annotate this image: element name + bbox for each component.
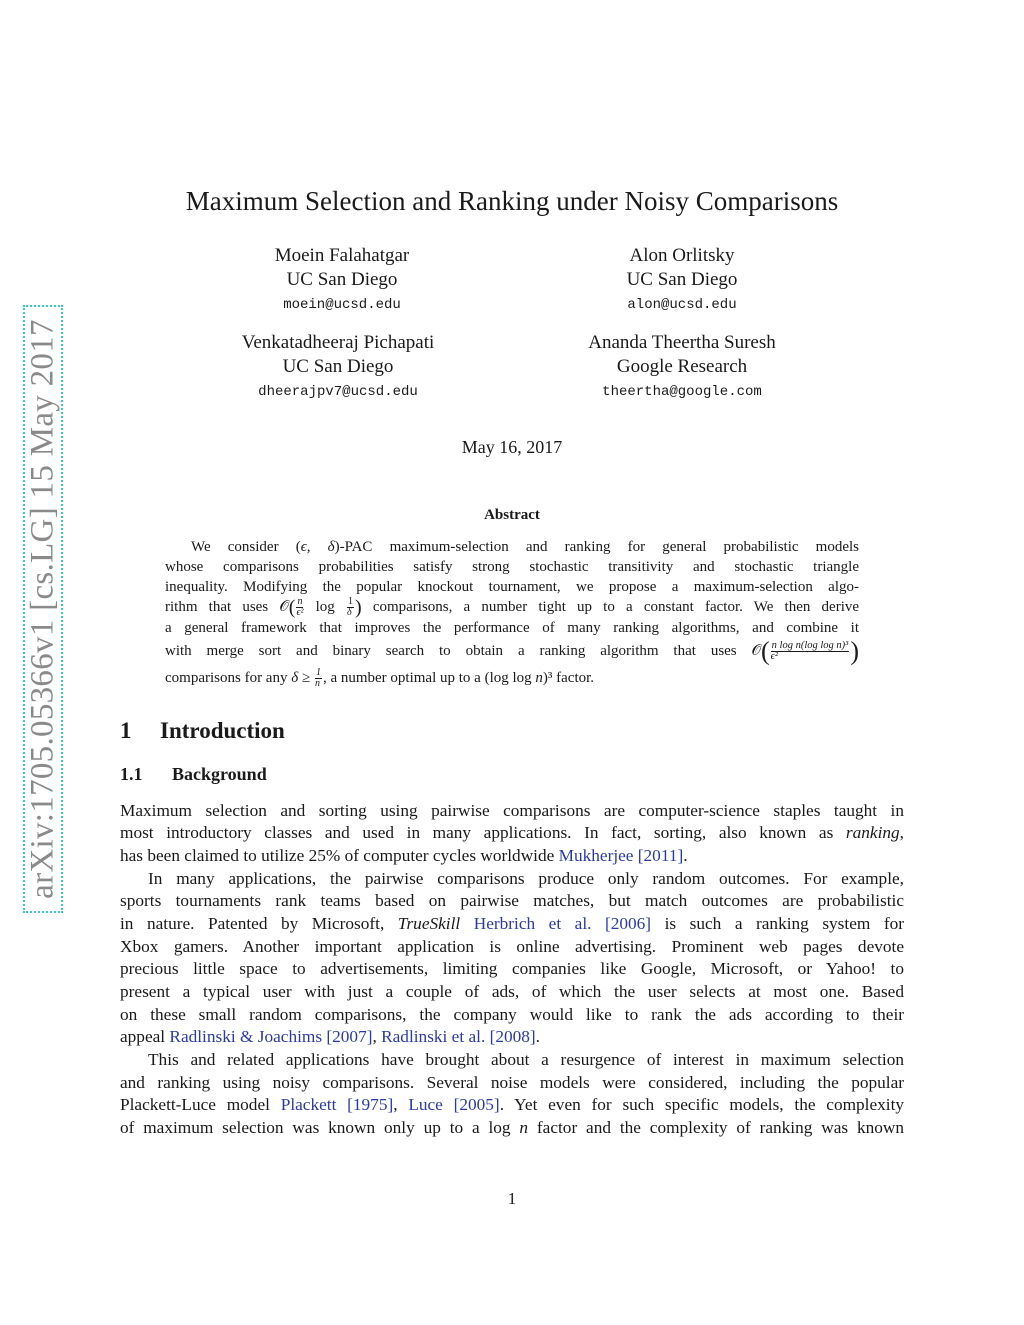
abstract-line: comparisons for any δ ≥ $\frac{1}{n}$ , a number optimal up to a (log log n)³ factor. (165, 667, 595, 690)
body-line: In many applications, the pairwise comparisons produce only random outcomes. For example, (148, 869, 904, 888)
author-block (532, 244, 832, 318)
author-block (188, 331, 488, 405)
section-heading-introduction: 1 Introduction (120, 718, 285, 743)
citation-link[interactable]: Luce [2005] (408, 1095, 500, 1114)
author-email[interactable]: dheerajpv7@ucsd.edu (258, 384, 418, 400)
author-name: Alon Orlitsky (629, 245, 735, 266)
body-line: on these small random comparisons, the company would like to rank the ads according to their (120, 1005, 904, 1024)
citation-link[interactable]: Radlinski & Joachims [2007] (169, 1027, 373, 1046)
author-email[interactable]: alon@ucsd.edu (627, 297, 737, 313)
author-email[interactable]: moein@ucsd.edu (283, 297, 401, 313)
math-big-o: 𝒪 (279, 599, 289, 615)
author-name: Ananda Theertha Suresh (588, 332, 776, 353)
math-fraction: $\frac{\text{n log n(log log n)³}}{\text{ϵ²}}$ (770, 640, 849, 663)
citation-link[interactable]: Herbrich et al. [2006] (473, 914, 652, 933)
abstract-heading: Abstract (484, 507, 540, 523)
body-line: most introductory classes and used in many applications. In fact, sorting, also known as ranking, (120, 823, 904, 842)
publication-date: May 16, 2017 (461, 437, 563, 457)
body-line: appeal Radlinski & Joachims [2007], Radlinski et al. [2008]. (120, 1027, 540, 1046)
body-line: and ranking using noisy comparisons. Several noise models were considered, including the popular (120, 1073, 904, 1092)
math-epsilon-delta: ϵ, δ (300, 539, 335, 555)
arxiv-identifier-text: arXiv:1705.05366v1 [cs.LG] 15 May 2017 (24, 319, 61, 899)
body-line: Maximum selection and sorting using pairwise comparisons are computer-science staples taught in (120, 801, 904, 820)
body-line: has been claimed to utilize 25% of computer cycles worldwide Mukherjee [2011]. (120, 846, 688, 865)
body-line: of maximum selection was known only up to a log n factor and the complexity of ranking was known (120, 1118, 904, 1137)
math-fraction: $\frac{n}{\text{ϵ²}}$ (296, 596, 304, 619)
math-fraction: $\frac{1}{n}$ (314, 667, 321, 690)
author-name: Venkatadheeraj Pichapati (241, 332, 435, 353)
abstract-line: a general framework that improves the performance of many ranking algorithms, and combine it (165, 620, 859, 636)
arxiv-identifier-stamp (23, 305, 63, 913)
body-line: Plackett-Luce model Plackett [1975], Luce [2005]. Yet even for such specific models, the complexity (120, 1095, 905, 1114)
math-big-o: 𝒪 (751, 643, 761, 659)
abstract-line: whose comparisons probabilities satisfy strong stochastic transitivity and stochastic triangle (165, 559, 859, 575)
body-line: present a typical user with just a couple of ads, of which the user selects at most one. Based (120, 982, 904, 1001)
abstract-line: We consider (ϵ, δ)-PAC maximum-selection and ranking for general probabilistic models (191, 539, 859, 555)
abstract-line: inequality. Modifying the popular knockout tournament, we propose a maximum-selection algo- (165, 579, 859, 595)
author-affiliation: UC San Diego (626, 269, 738, 290)
abstract-line: rithm that uses 𝒪( $\frac{n}{\text{ϵ²}}$ log $\frac{1}{\delta}$ ) comparisons, a number tight up to a constant factor. We then derive (165, 596, 860, 619)
author-block (192, 244, 492, 318)
body-line: Xbox gamers. Another important application is online advertising. Prominent web pages devote (120, 937, 904, 956)
body-line: sports tournaments rank teams based on pairwise matches, but match outcomes are probabilistic (120, 891, 904, 910)
subsection-heading-background: 1.1 Background (120, 764, 267, 784)
citation-link[interactable]: Mukherjee [2011] (558, 846, 684, 865)
paper-title: Maximum Selection and Ranking under Noisy Comparisons (185, 186, 839, 216)
author-email[interactable]: theertha@google.com (602, 384, 762, 400)
page-number: 1 (507, 1189, 517, 1208)
author-name: Moein Falahatgar (274, 245, 410, 266)
body-line: This and related applications have brought about a resurgence of interest in maximum selection (148, 1050, 904, 1069)
abstract-line: with merge sort and binary search to obtain a ranking algorithm that uses 𝒪( $\frac{\text{n log n(log log n)³}}{\text{ϵ²}}$ ) (165, 636, 859, 666)
citation-link[interactable]: Plackett [1975] (280, 1095, 394, 1114)
author-block (532, 331, 832, 405)
author-affiliation: UC San Diego (286, 269, 398, 290)
math-fraction: $\frac{1}{\delta}$ (346, 596, 353, 619)
author-affiliation: Google Research (616, 356, 748, 377)
author-affiliation: UC San Diego (282, 356, 394, 377)
citation-link[interactable]: Radlinski et al. [2008] (381, 1027, 536, 1046)
body-line: in nature. Patented by Microsoft, TrueSkill Herbrich et al. [2006] is such a ranking system for (120, 914, 904, 933)
body-line: precious little space to advertisements, limiting companies like Google, Microsoft, or Yahoo! to (120, 959, 904, 978)
